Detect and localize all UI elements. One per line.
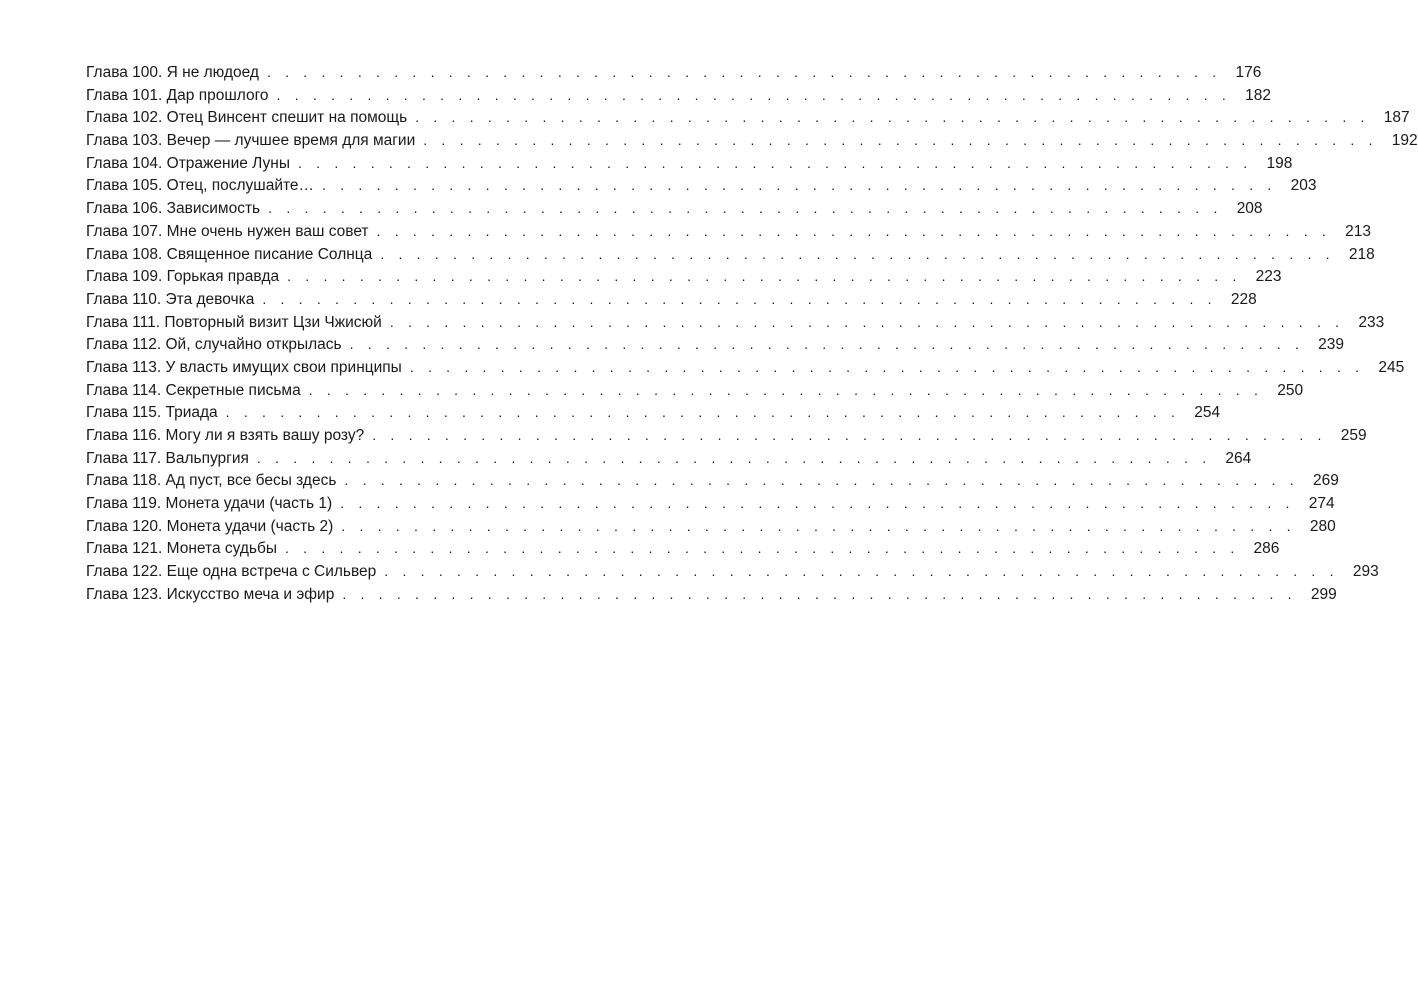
page-number: 213 (1345, 222, 1371, 240)
dot-leader: . . . . . . . . . . . . . . . . . . . . . . . . . . . . . . . . . . . . . . . . . . . . . . . . . . . . . (285, 540, 1240, 557)
dot-leader: . . . . . . . . . . . . . . . . . . . . . . . . . . . . . . . . . . . . . . . . . . . . . . . . . . . . . (342, 585, 1297, 602)
toc-entry (86, 84, 1271, 107)
toc-entry (86, 401, 1221, 424)
page-number: 293 (1352, 563, 1379, 581)
dot-leader: . . . . . . . . . . . . . . . . . . . . . . . . . . . . . . . . . . . . . . . . . . . . . . . . . . . . . (389, 313, 1345, 330)
chapter-title: Глава 111. Повторный визит Цзи Чжисюй (86, 313, 382, 331)
dot-leader: . . . . . . . . . . . . . . . . . . . . . . . . . . . . . . . . . . . . . . . . . . . . . . . . . . . . . (409, 358, 1365, 375)
page-number: 203 (1290, 177, 1317, 195)
toc-entry (86, 129, 1418, 152)
dot-leader: . . . . . . . . . . . . . . . . . . . . . . . . . . . . . . . . . . . . . . . . . . . . . . . . . . . . . (380, 245, 1335, 262)
page-number: 269 (1312, 472, 1339, 490)
page-number: 254 (1194, 404, 1221, 422)
dot-leader: . . . . . . . . . . . . . . . . . . . . . . . . . . . . . . . . . . . . . . . . . . . . . . . . . . . . . (322, 177, 1277, 194)
dot-leader: . . . . . . . . . . . . . . . . . . . . . . . . . . . . . . . . . . . . . . . . . . . . . . . . . . . . . (344, 472, 1299, 489)
chapter-title: Глава 119. Монета удачи (часть 1) (86, 495, 333, 513)
chapter-title: Глава 110. Эта девочка (86, 290, 255, 308)
chapter-title: Глава 106. Зависимость (86, 200, 261, 218)
chapter-title: Глава 121. Монета судьбы (86, 540, 277, 558)
toc-entry (86, 152, 1293, 175)
toc-entry (86, 424, 1367, 447)
page-number: 250 (1277, 381, 1304, 399)
chapter-title: Глава 107. Мне очень нужен ваш совет (86, 222, 369, 240)
toc-entry (86, 537, 1280, 560)
toc-entry (86, 492, 1335, 515)
dot-leader: . . . . . . . . . . . . . . . . . . . . . . . . . . . . . . . . . . . . . . . . . . . . . . . . . . . . . (256, 449, 1212, 466)
page-number: 299 (1310, 585, 1337, 603)
toc-entry (86, 515, 1336, 538)
page-number: 239 (1318, 336, 1345, 354)
dot-leader: . . . . . . . . . . . . . . . . . . . . . . . . . . . . . . . . . . . . . . . . . . . . . . . . . . . . . (225, 404, 1181, 421)
dot-leader: . . . . . . . . . . . . . . . . . . . . . . . . . . . . . . . . . . . . . . . . . . . . . . . . . . . . . (308, 381, 1264, 398)
page-number: 264 (1225, 449, 1252, 467)
toc-entry (86, 174, 1317, 197)
chapter-title: Глава 115. Триада (86, 404, 218, 422)
toc-entry (86, 447, 1252, 470)
chapter-title: Глава 122. Еще одна встреча с Сильвер (86, 563, 377, 581)
chapter-title: Глава 113. У власть имущих свои принципы (86, 358, 402, 376)
chapter-title: Глава 101. Дар прошлого (86, 86, 269, 104)
dot-leader: . . . . . . . . . . . . . . . . . . . . . . . . . . . . . . . . . . . . . . . . . . . . . . . . . . . . . (262, 290, 1217, 307)
toc-entry (86, 106, 1410, 129)
toc-entry (86, 197, 1263, 220)
chapter-title: Глава 123. Искусство меча и эфир (86, 585, 335, 603)
toc-entry (86, 583, 1337, 606)
dot-leader: . . . . . . . . . . . . . . . . . . . . . . . . . . . . . . . . . . . . . . . . . . . . . . . . . . . . . (276, 86, 1231, 103)
dot-leader: . . . . . . . . . . . . . . . . . . . . . . . . . . . . . . . . . . . . . . . . . . . . . . . . . . . . . (340, 495, 1295, 512)
dot-leader: . . . . . . . . . . . . . . . . . . . . . . . . . . . . . . . . . . . . . . . . . . . . . . . . . . . . . (287, 268, 1242, 285)
toc-entry (86, 243, 1375, 266)
chapter-title: Глава 108. Священное писание Солнца (86, 245, 373, 263)
dot-leader: . . . . . . . . . . . . . . . . . . . . . . . . . . . . . . . . . . . . . . . . . . . . . . . . . . . . . (266, 64, 1222, 80)
page-number: 218 (1348, 245, 1375, 263)
dot-leader: . . . . . . . . . . . . . . . . . . . . . . . . . . . . . . . . . . . . . . . . . . . . . . . . . . . . . (423, 132, 1378, 149)
page-number: 233 (1358, 313, 1385, 331)
chapter-title: Глава 103. Вечер — лучшее время для магии (86, 132, 416, 150)
page-number: 176 (1235, 64, 1262, 81)
page-number: 192 (1391, 132, 1418, 150)
page-number: 228 (1230, 290, 1257, 308)
chapter-title: Глава 100. Я не людоед (86, 64, 259, 81)
chapter-title: Глава 112. Ой, случайно открылась (86, 336, 342, 354)
toc-entry (86, 333, 1345, 356)
toc-entry (86, 288, 1257, 311)
toc-entry (86, 265, 1282, 288)
page-number: 286 (1253, 540, 1280, 558)
page-number: 245 (1378, 358, 1405, 376)
toc-entry (86, 311, 1385, 334)
dot-leader: . . . . . . . . . . . . . . . . . . . . . . . . . . . . . . . . . . . . . . . . . . . . . . . . . . . . . (297, 154, 1253, 171)
chapter-title: Глава 116. Могу ли я взять вашу розу? (86, 427, 365, 444)
chapter-title: Глава 118. Ад пуст, все бесы здесь (86, 472, 337, 490)
chapter-title: Глава 114. Секретные письма (86, 381, 301, 399)
toc-entry (86, 356, 1405, 379)
chapter-title: Глава 105. Отец, послушайте… (86, 177, 315, 195)
page-number: 187 (1383, 109, 1410, 127)
dot-leader: . . . . . . . . . . . . . . . . . . . . . . . . . . . . . . . . . . . . . . . . . . . . . . . . . . . . . (372, 427, 1327, 443)
chapter-title: Глава 102. Отец Винсент спешит на помощь (86, 109, 408, 127)
toc-entry (86, 379, 1304, 402)
chapter-title: Глава 117. Вальпургия (86, 449, 249, 467)
chapter-title: Глава 109. Горькая правда (86, 268, 280, 286)
toc-entry (86, 61, 1262, 84)
chapter-title: Глава 120. Монета удачи (часть 2) (86, 517, 334, 535)
toc-entry (86, 220, 1371, 243)
dot-leader: . . . . . . . . . . . . . . . . . . . . . . . . . . . . . . . . . . . . . . . . . . . . . . . . . . . . . (268, 200, 1223, 217)
page-number: 274 (1308, 495, 1335, 513)
page-number: 280 (1309, 517, 1336, 535)
dot-leader: . . . . . . . . . . . . . . . . . . . . . . . . . . . . . . . . . . . . . . . . . . . . . . . . . . . . . (384, 563, 1339, 580)
chapter-title: Глава 104. Отражение Луны (86, 154, 290, 172)
dot-leader: . . . . . . . . . . . . . . . . . . . . . . . . . . . . . . . . . . . . . . . . . . . . . . . . . . . . . (376, 222, 1331, 239)
toc-entry (86, 469, 1339, 492)
dot-leader: . . . . . . . . . . . . . . . . . . . . . . . . . . . . . . . . . . . . . . . . . . . . . . . . . . . . . (349, 336, 1305, 353)
page-number: 198 (1266, 154, 1293, 172)
table-of-contents (86, 61, 1418, 606)
page-number: 259 (1340, 427, 1367, 444)
dot-leader: . . . . . . . . . . . . . . . . . . . . . . . . . . . . . . . . . . . . . . . . . . . . . . . . . . . . . (415, 109, 1370, 126)
dot-leader: . . . . . . . . . . . . . . . . . . . . . . . . . . . . . . . . . . . . . . . . . . . . . . . . . . . . . (341, 517, 1296, 534)
page-number: 208 (1236, 200, 1263, 218)
page-number: 223 (1255, 268, 1282, 286)
page-number: 182 (1245, 86, 1271, 104)
toc-entry (86, 560, 1379, 583)
